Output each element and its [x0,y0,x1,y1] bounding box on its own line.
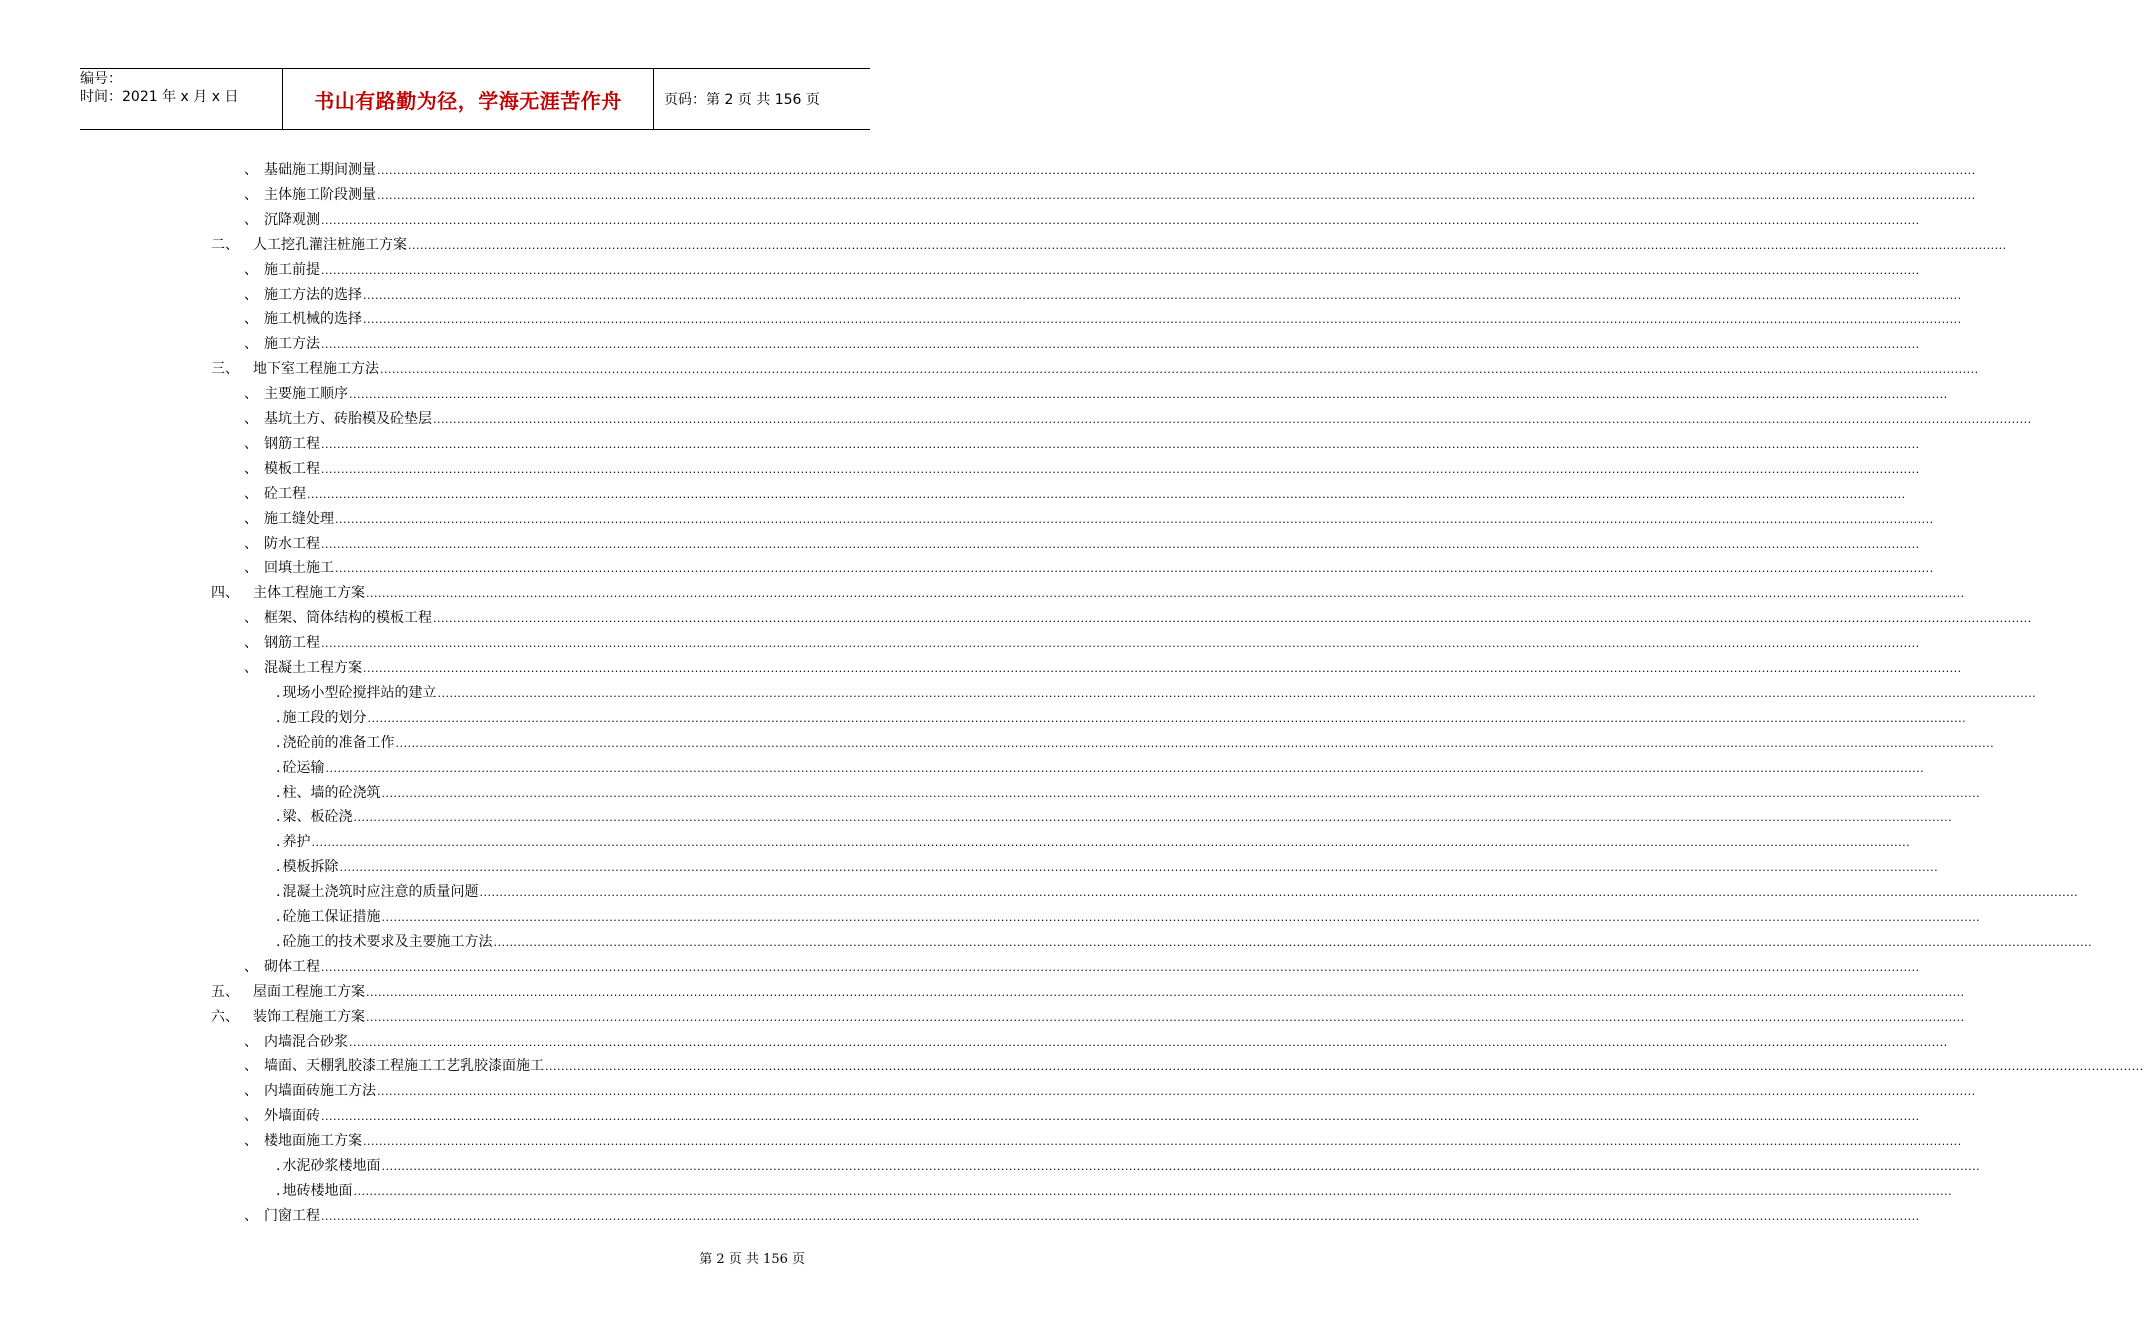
toc-entry-number: 、 [244,1207,258,1224]
toc-entry-title: 梁、板砼浇 [282,809,353,826]
toc-dot-leader: ................................................................................................................................................................................................................................................................................................................................................................................................................ [321,437,1920,451]
toc-entry[interactable] [276,753,1925,778]
toc-entry[interactable] [244,553,1934,578]
toc-dot-leader: ................................................................................................................................................................................................................................................................................................................................................................................................................ [437,686,2037,700]
toc-entry-title: 砼施工的技术要求及主要施工方法 [282,933,493,950]
toc-dot-leader: ................................................................................................................................................................................................................................................................................................................................................................................................................ [349,1035,1948,1049]
toc-entry[interactable] [244,205,1920,230]
toc-entry-number: 、 [244,386,258,403]
toc-entry-number: 、 [244,660,258,676]
toc-dot-leader: ................................................................................................................................................................................................................................................................................................................................................................................................................ [395,736,1995,750]
toc-entry-number: . [276,1158,281,1174]
toc-entry-title: 主体工程施工方案 [253,585,365,602]
toc-dot-leader: ................................................................................................................................................................................................................................................................................................................................................................................................................ [335,512,1934,526]
toc-entry-title: 砌体工程 [264,958,320,975]
toc-entry-number: 四、 [211,585,239,602]
toc-entry[interactable] [276,827,1911,852]
page-header [80,68,870,130]
toc-entry-title: 地砖楼地面 [282,1182,353,1199]
toc-entry-title: 内墙面砖施工方法 [264,1083,376,1100]
toc-entry-title: 模板拆除 [282,859,339,876]
toc-entry-number: . [276,684,281,701]
toc-entry[interactable] [244,454,1920,479]
toc-entry-number: . [276,1182,281,1199]
toc-entry[interactable] [276,1151,1981,1176]
toc-entry[interactable] [244,280,1962,305]
toc-entry-title: 主体施工阶段测量 [264,186,376,203]
toc-entry-title: 防水工程 [264,535,320,552]
toc-dot-leader: ................................................................................................................................................................................................................................................................................................................................................................................................................ [366,1010,1965,1024]
toc-entry-number: 、 [244,336,258,353]
toc-entry-number: 、 [244,311,258,328]
toc-entry[interactable] [211,1002,1965,1027]
toc-dot-leader: ................................................................................................................................................................................................................................................................................................................................................................................................................ [363,662,1962,675]
toc-entry[interactable] [276,852,1939,877]
toc-entry[interactable] [244,180,1976,205]
toc-entry[interactable] [244,404,2032,429]
toc-entry[interactable] [276,877,2079,902]
header-left-cell [80,69,282,129]
toc-entry-title: 模板工程 [264,460,320,477]
toc-entry[interactable] [244,429,1920,454]
toc-dot-leader: ................................................................................................................................................................................................................................................................................................................................................................................................................ [545,1060,2144,1074]
toc-entry-number: 、 [244,435,258,452]
toc-dot-leader: ................................................................................................................................................................................................................................................................................................................................................................................................................ [349,388,1948,402]
toc-entry[interactable] [276,778,1981,803]
toc-entry-title: 框架、筒体结构的模板工程 [264,610,432,627]
toc-dot-leader: ................................................................................................................................................................................................................................................................................................................................................................................................................ [493,935,2093,949]
toc-entry-title: 墙面、天棚乳胶漆工程施工工艺乳胶漆面施工 [264,1058,544,1075]
toc-entry[interactable] [244,1201,1920,1226]
toc-entry-number: . [276,834,281,851]
toc-entry[interactable] [211,977,1965,1002]
toc-entry-number: 、 [244,1133,258,1150]
toc-entry-number: 、 [244,610,258,627]
toc-entry-number: 五、 [211,983,239,1000]
toc-entry-number: . [276,859,281,876]
toc-entry-number: . [276,784,281,801]
toc-entry-title: 施工前提 [264,261,320,278]
toc-dot-leader: ................................................................................................................................................................................................................................................................................................................................................................................................................ [353,1184,1953,1198]
toc-dot-leader: ................................................................................................................................................................................................................................................................................................................................................................................................................ [366,985,1965,999]
toc-dot-leader: ................................................................................................................................................................................................................................................................................................................................................................................................................ [321,213,1920,227]
toc-entry-number: 、 [244,958,258,975]
toc-entry[interactable] [244,1027,1948,1052]
toc-dot-leader: ................................................................................................................................................................................................................................................................................................................................................................................................................ [321,338,1920,352]
header-motto: 书山有路勤为径，学海无涯苦作舟 [282,69,654,129]
toc-entry-number: 、 [244,1083,258,1100]
toc-entry[interactable] [244,603,2032,628]
toc-entry-title: 柱、墙的砼浇筑 [282,784,381,801]
toc-entry[interactable] [244,1051,2144,1076]
toc-entry[interactable] [276,728,1995,753]
toc-entry-title: 砼运输 [282,759,325,776]
toc-dot-leader: ................................................................................................................................................................................................................................................................................................................................................................................................................ [363,313,1962,327]
toc-entry-title: 施工方法的选择 [264,286,362,303]
toc-entry[interactable] [244,952,1920,977]
toc-dot-leader: ................................................................................................................................................................................................................................................................................................................................................................................................................ [321,1209,1920,1223]
document-date-label: 时间：2021 年 x 月 x 日 [80,89,239,105]
toc-entry-number: 、 [244,211,258,228]
toc-entry[interactable] [244,504,1934,529]
toc-entry[interactable] [244,628,1920,653]
toc-entry-title: 主要施工顺序 [264,386,348,403]
toc-dot-leader: ................................................................................................................................................................................................................................................................................................................................................................................................................ [321,263,1920,277]
toc-entry[interactable] [244,1101,1920,1126]
toc-entry-title: 砼施工保证措施 [282,909,381,925]
toc-dot-leader: ................................................................................................................................................................................................................................................................................................................................................................................................................ [380,363,1979,377]
toc-dot-leader: ................................................................................................................................................................................................................................................................................................................................................................................................................ [335,562,1934,576]
toc-entry[interactable] [244,479,1906,504]
toc-dot-leader: ................................................................................................................................................................................................................................................................................................................................................................................................................ [353,811,1953,825]
toc-entry-title: 钢筋工程 [264,435,320,452]
toc-entry-title: 施工段的划分 [282,709,367,726]
toc-dot-leader: ................................................................................................................................................................................................................................................................................................................................................................................................................ [377,1085,1976,1099]
toc-entry-title: 地下室工程施工方法 [253,361,379,378]
toc-entry[interactable] [276,678,2037,703]
toc-dot-leader: ................................................................................................................................................................................................................................................................................................................................................................................................................ [321,960,1920,974]
toc-dot-leader: ................................................................................................................................................................................................................................................................................................................................................................................................................ [381,911,1981,924]
toc-entry[interactable] [211,354,1979,379]
toc-entry-number: 三、 [211,361,239,378]
toc-entry-number: 、 [244,1058,258,1075]
toc-entry-number: . [276,909,281,925]
toc-entry-title: 混凝土工程方案 [264,660,362,676]
toc-entry-number: 、 [244,460,258,477]
toc-entry[interactable] [244,529,1920,554]
toc-entry-title: 施工缝处理 [264,510,334,527]
toc-entry-title: 混凝土浇筑时应注意的质量问题 [282,884,479,901]
toc-dot-leader: ................................................................................................................................................................................................................................................................................................................................................................................................................ [433,612,2032,626]
toc-entry-number: 二、 [211,236,239,253]
toc-dot-leader: ................................................................................................................................................................................................................................................................................................................................................................................................................ [377,164,1976,177]
toc-entry-title: 基坑土方、砖胎模及砼垫层 [264,411,432,427]
toc-entry[interactable] [276,802,1953,827]
toc-entry-title: 浇砼前的准备工作 [282,734,395,751]
toc-entry-title: 人工挖孔灌注桩施工方案 [253,236,407,253]
toc-dot-leader: ................................................................................................................................................................................................................................................................................................................................................................................................................ [367,711,1967,725]
toc-entry-title: 门窗工程 [264,1207,320,1224]
toc-dot-leader: ................................................................................................................................................................................................................................................................................................................................................................................................................ [321,462,1920,476]
toc-dot-leader: ................................................................................................................................................................................................................................................................................................................................................................................................................ [381,1160,1981,1173]
toc-entry-title: 水泥砂浆楼地面 [282,1158,381,1174]
toc-entry-number: 、 [244,286,258,303]
toc-entry[interactable] [211,230,2007,255]
toc-dot-leader: ................................................................................................................................................................................................................................................................................................................................................................................................................ [311,836,1911,850]
toc-entry[interactable] [244,329,1920,354]
toc-dot-leader: ................................................................................................................................................................................................................................................................................................................................................................................................................ [366,587,1965,601]
toc-dot-leader: ................................................................................................................................................................................................................................................................................................................................................................................................................ [363,1135,1962,1149]
toc-dot-leader: ................................................................................................................................................................................................................................................................................................................................................................................................................ [339,861,1939,875]
toc-dot-leader: ................................................................................................................................................................................................................................................................................................................................................................................................................ [321,637,1920,651]
toc-entry[interactable] [244,255,1920,280]
toc-dot-leader: ................................................................................................................................................................................................................................................................................................................................................................................................................ [479,886,2079,900]
toc-entry-number: . [276,809,281,826]
toc-entry[interactable] [276,703,1967,728]
toc-entry-title: 基础施工期间测量 [264,162,376,178]
toc-entry-title: 现场小型砼搅拌站的建立 [282,684,437,701]
toc-entry[interactable] [276,1176,1953,1201]
toc-entry[interactable] [276,927,2093,952]
toc-entry-number: 、 [244,635,258,652]
toc-dot-leader: ................................................................................................................................................................................................................................................................................................................................................................................................................ [433,413,2032,426]
toc-entry[interactable] [244,1076,1976,1101]
toc-entry-title: 施工方法 [264,336,320,353]
header-page-info: 页码：第 2 页 共 156 页 [664,92,820,108]
page-footer: 第 2 页 共 156 页 [699,1252,805,1267]
toc-entry-number: 、 [244,1033,258,1050]
toc-dot-leader: ................................................................................................................................................................................................................................................................................................................................................................................................................ [325,761,1925,775]
toc-entry-number: . [276,734,281,751]
toc-entry-number: 、 [244,535,258,552]
toc-entry-title: 沉降观测 [264,211,320,228]
toc-entry[interactable] [244,653,1962,678]
toc-entry-title: 楼地面施工方案 [264,1133,362,1150]
toc-dot-leader: ................................................................................................................................................................................................................................................................................................................................................................................................................ [321,1110,1920,1124]
toc-dot-leader: ................................................................................................................................................................................................................................................................................................................................................................................................................ [321,537,1920,551]
toc-entry[interactable] [276,902,1981,927]
toc-entry-title: 外墙面砖 [264,1108,320,1125]
toc-dot-leader: ................................................................................................................................................................................................................................................................................................................................................................................................................ [408,238,2007,252]
toc-entry-number: 、 [244,162,258,178]
toc-entry-title: 养护 [282,834,311,851]
toc-dot-leader: ................................................................................................................................................................................................................................................................................................................................................................................................................ [363,288,1962,302]
toc-entry-title: 砼工程 [264,485,306,502]
toc-entry-number: . [276,884,281,901]
toc-entry[interactable] [244,304,1962,329]
toc-entry[interactable] [211,578,1965,603]
toc-entry[interactable] [244,1126,1962,1151]
toc-entry-title: 回填土施工 [264,560,334,577]
toc-entry-number: 、 [244,485,258,502]
toc-entry-title: 钢筋工程 [264,635,320,652]
toc-dot-leader: ................................................................................................................................................................................................................................................................................................................................................................................................................ [377,188,1976,202]
toc-entry-title: 施工机械的选择 [264,311,362,328]
toc-entry-number: 、 [244,261,258,278]
toc-entry-number: 六、 [211,1008,239,1025]
toc-entry-number: . [276,759,281,776]
toc-entry-number: 、 [244,186,258,203]
toc-dot-leader: ................................................................................................................................................................................................................................................................................................................................................................................................................ [381,786,1981,800]
toc-entry-title: 内墙混合砂浆 [264,1033,348,1050]
document-code-label: 编号： [80,71,122,87]
toc-entry[interactable] [244,379,1948,404]
toc-entry-number: . [276,933,281,950]
toc-entry-title: 装饰工程施工方案 [253,1008,365,1025]
toc-entry-number: 、 [244,560,258,577]
toc-entry-number: 、 [244,510,258,527]
toc-dot-leader: ................................................................................................................................................................................................................................................................................................................................................................................................................ [307,487,1906,501]
toc-entry-title: 屋面工程施工方案 [253,983,365,1000]
toc-entry-number: 、 [244,1108,258,1125]
toc-entry-number: . [276,709,281,726]
toc-entry-number: 、 [244,411,258,427]
toc-entry[interactable] [244,155,1976,180]
